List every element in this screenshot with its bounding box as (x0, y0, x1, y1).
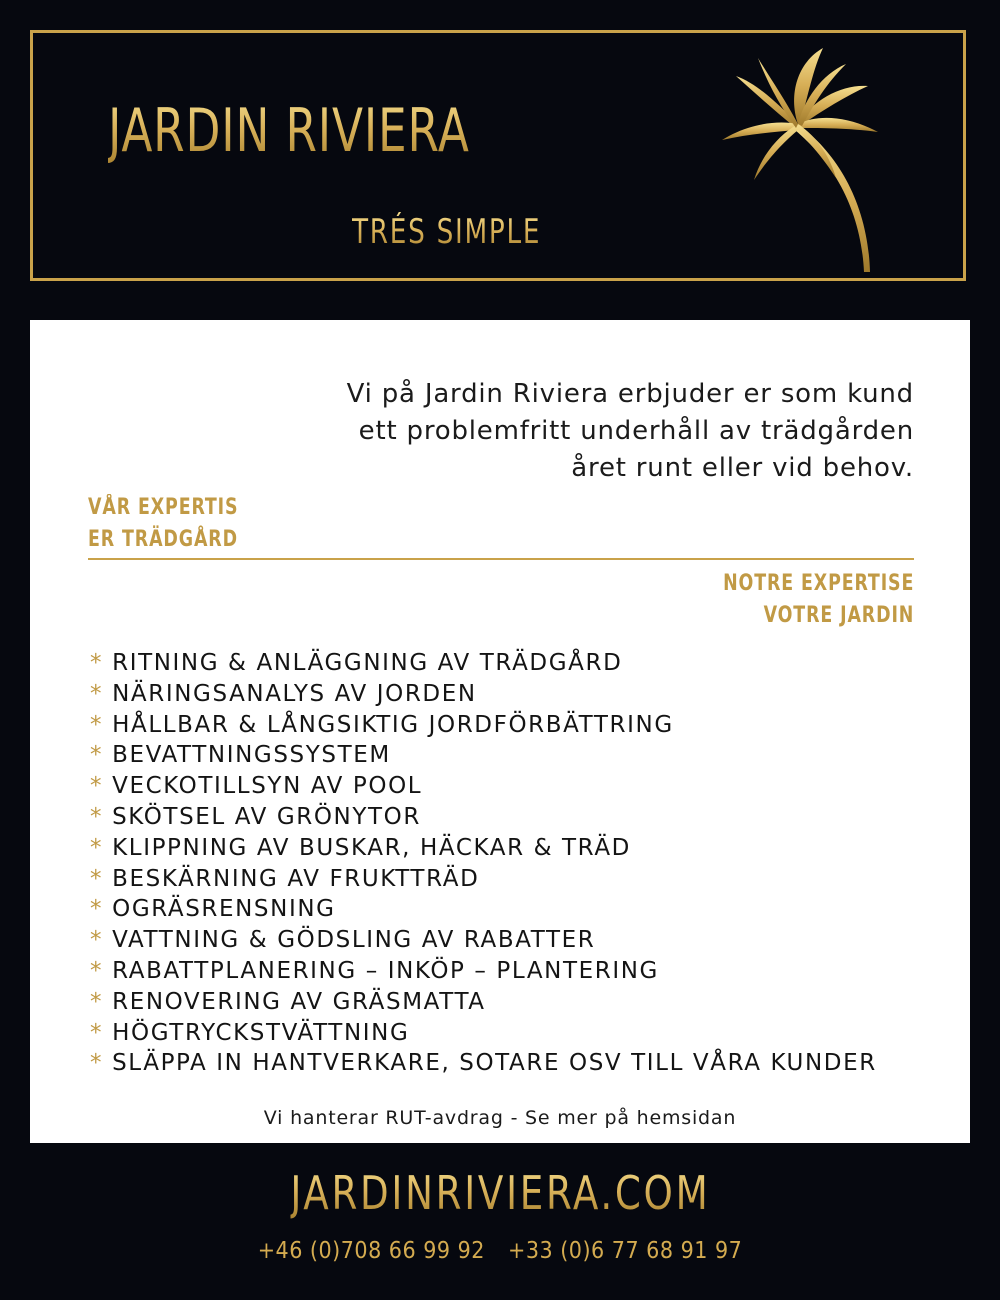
service-label: HÅLLBAR & LÅNGSIKTIG JORDFÖRBÄTTRING (112, 711, 674, 738)
list-item (90, 679, 877, 710)
list-item (90, 956, 877, 987)
bullet-star: * (90, 650, 104, 676)
list-item (90, 925, 877, 956)
service-label: RITNING & ANLÄGGNING AV TRÄDGÅRD (112, 650, 623, 676)
phone-numbers (0, 1238, 1000, 1264)
service-label: SKÖTSEL AV GRÖNYTOR (112, 803, 421, 830)
intro-line: ett problemfritt underhåll av trädgården (358, 416, 914, 446)
list-item (90, 894, 877, 925)
bullet-star: * (90, 834, 104, 861)
list-item (90, 1048, 877, 1079)
list-item (90, 648, 877, 679)
intro-text (194, 376, 914, 487)
services-list (90, 648, 877, 1079)
bullet-star: * (90, 1019, 104, 1046)
bullet-star: * (90, 896, 104, 923)
service-label: KLIPPNING AV BUSKAR, HÄCKAR & TRÄD (112, 834, 631, 861)
label-line: VÅR EXPERTIS (88, 495, 239, 520)
phone-sweden[interactable]: +46 (0)708 66 99 92 (257, 1238, 485, 1264)
intro-line: året runt eller vid behov. (571, 453, 914, 483)
expertise-label-french (723, 568, 914, 632)
brand-title: JARDIN RIVIERA (108, 96, 470, 166)
list-item (90, 710, 877, 741)
list-item (90, 740, 877, 771)
list-item (90, 771, 877, 802)
list-item (90, 987, 877, 1018)
service-label: HÖGTRYCKSTVÄTTNING (112, 1019, 410, 1046)
service-label: BESKÄRNING AV FRUKTTRÄD (112, 865, 480, 892)
bullet-star: * (90, 803, 104, 830)
label-line: ER TRÄDGÅRD (88, 527, 238, 552)
website-url[interactable] (0, 1166, 1000, 1220)
bullet-star: * (90, 927, 104, 954)
service-label: BEVATTNINGSSYSTEM (112, 742, 391, 769)
service-label: OGRÄSRENSNING (112, 896, 336, 923)
bullet-star: * (90, 773, 104, 800)
bullet-star: * (90, 711, 104, 738)
list-item (90, 802, 877, 833)
palm-tree-icon (718, 44, 888, 274)
divider (88, 558, 914, 560)
service-label: VECKOTILLSYN AV POOL (112, 773, 423, 800)
service-label: NÄRINGSANALYS AV JORDEN (112, 680, 477, 707)
list-item (90, 1018, 877, 1049)
label-line: VOTRE JARDIN (763, 603, 914, 628)
service-label: RABATTPLANERING – INKÖP – PLANTERING (112, 957, 659, 984)
bullet-star: * (90, 742, 104, 769)
bullet-star: * (90, 1050, 104, 1077)
intro-line: Vi på Jardin Riviera erbjuder er som kund (346, 379, 914, 409)
content-panel (30, 320, 970, 1143)
rut-note: Vi hanterar RUT-avdrag - Se mer på hemsidan (263, 1107, 737, 1129)
brand-tagline: TRÉS SIMPLE (352, 212, 542, 252)
expertise-label-swedish (88, 492, 238, 556)
website-text[interactable]: JARDINRIVIERA.COM (289, 1166, 711, 1220)
service-label: SLÄPPA IN HANTVERKARE, SOTARE OSV TILL VÅRA KUNDER (112, 1050, 877, 1077)
bullet-star: * (90, 957, 104, 984)
bullet-star: * (90, 680, 104, 707)
service-label: RENOVERING AV GRÄSMATTA (112, 988, 486, 1015)
bullet-star: * (90, 865, 104, 892)
phone-france[interactable]: +33 (0)6 77 68 91 97 (508, 1238, 743, 1264)
service-label: VATTNING & GÖDSLING AV RABATTER (112, 927, 596, 954)
bullet-star: * (90, 988, 104, 1015)
list-item (90, 833, 877, 864)
list-item (90, 864, 877, 895)
label-line: NOTRE EXPERTISE (722, 571, 914, 596)
